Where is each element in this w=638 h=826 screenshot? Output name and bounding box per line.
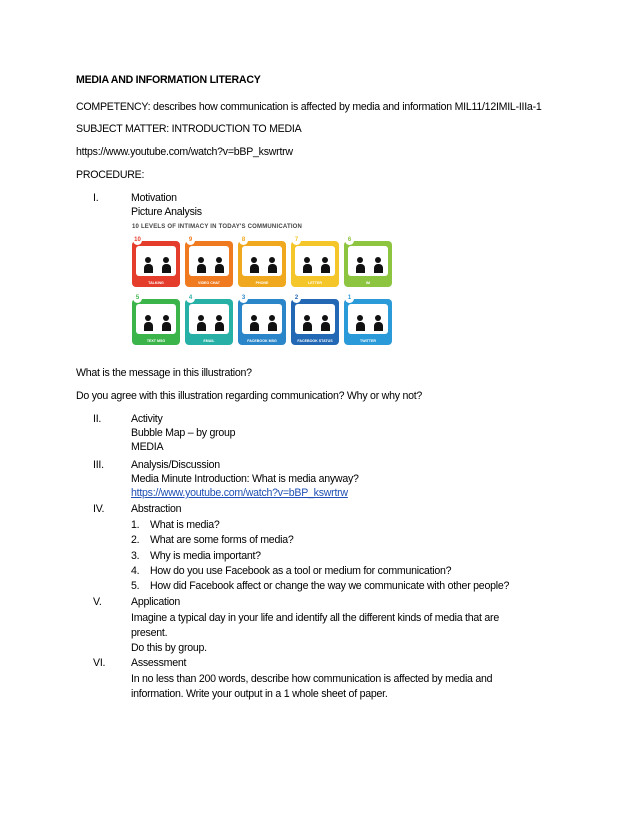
activity-title: Activity — [131, 413, 163, 425]
infographic-banner: 10 LEVELS OF INTIMACY IN TODAY'S COMMUNICATION — [132, 224, 303, 230]
abstraction-item-number: 4. — [131, 565, 140, 577]
tile-scene-icon — [136, 304, 176, 334]
abstraction-item-text: What are some forms of media? — [150, 534, 294, 546]
person-icon — [356, 264, 365, 273]
tile-label: TALKING — [148, 281, 164, 285]
abstraction-item-text: Why is media important? — [150, 550, 261, 562]
person-icon — [251, 257, 257, 263]
tile-label: LETTER — [308, 281, 322, 285]
infographic-tile — [344, 237, 392, 287]
infographic-tile — [132, 237, 180, 287]
intimacy-infographic — [130, 224, 395, 352]
tile-number: 3 — [239, 294, 248, 303]
person-icon — [269, 257, 275, 263]
application-line-1: Imagine a typical day in your life and identify all the different kinds of media that are — [131, 612, 499, 624]
person-icon — [304, 315, 310, 321]
infographic-tile — [291, 237, 339, 287]
person-icon — [356, 322, 365, 331]
analysis-line-1: Media Minute Introduction: What is media anyway? — [131, 473, 359, 485]
person-icon — [145, 315, 151, 321]
tile-scene-icon — [295, 246, 335, 276]
analysis-video-link[interactable]: https://www.youtube.com/watch?v=bBP_kswrtrw — [131, 487, 348, 499]
person-icon — [215, 264, 224, 273]
application-line-3: Do this by group. — [131, 642, 207, 654]
tile-scene-icon — [189, 304, 229, 334]
tile-number: 9 — [186, 236, 195, 245]
tile-label: FACEBOOK STATUS — [297, 339, 333, 343]
infographic-tile — [238, 237, 286, 287]
tile-scene-icon — [348, 304, 388, 334]
person-icon — [321, 264, 330, 273]
tile-label: FACEBOOK MSG — [247, 339, 277, 343]
infographic-tile — [238, 295, 286, 345]
tile-number: 7 — [292, 236, 301, 245]
tile-scene-icon — [136, 246, 176, 276]
tile-number: 1 — [345, 294, 354, 303]
tile-label: TEXT MSG — [146, 339, 166, 343]
person-icon — [215, 322, 224, 331]
infographic-tile — [344, 295, 392, 345]
activity-line-2: MEDIA — [131, 441, 164, 453]
abstraction-item-number: 1. — [131, 519, 140, 531]
abstraction-item-number: 2. — [131, 534, 140, 546]
person-icon — [162, 322, 171, 331]
activity-line-1: Bubble Map – by group — [131, 427, 236, 439]
person-icon — [357, 315, 363, 321]
person-icon — [251, 315, 257, 321]
question-1: What is the message in this illustration? — [76, 367, 252, 379]
subject-matter-line: SUBJECT MATTER: INTRODUCTION TO MEDIA — [76, 123, 302, 135]
section-numeral-4: IV. — [93, 503, 105, 515]
tile-label: EMAIL — [203, 339, 215, 343]
infographic-tile — [291, 295, 339, 345]
tile-number: 2 — [292, 294, 301, 303]
assessment-line-1: In no less than 200 words, describe how communication is affected by media and — [131, 673, 493, 685]
application-line-2: present. — [131, 627, 168, 639]
motivation-subtitle: Picture Analysis — [131, 206, 202, 218]
motivation-title: Motivation — [131, 192, 177, 204]
abstraction-title: Abstraction — [131, 503, 182, 515]
person-icon — [374, 322, 383, 331]
person-icon — [269, 315, 275, 321]
person-icon — [357, 257, 363, 263]
person-icon — [197, 264, 206, 273]
competency-line: COMPETENCY: describes how communication is affected by media and information MIL11/12IMIL-IIIa-1 — [76, 101, 542, 113]
infographic-tile — [185, 237, 233, 287]
person-icon — [197, 322, 206, 331]
person-icon — [322, 257, 328, 263]
assessment-line-2: information. Write your output in a 1 whole sheet of paper. — [131, 688, 388, 700]
tile-number: 8 — [239, 236, 248, 245]
tile-scene-icon — [242, 246, 282, 276]
person-icon — [144, 264, 153, 273]
infographic-tile — [185, 295, 233, 345]
tile-number: 4 — [186, 294, 195, 303]
person-icon — [198, 257, 204, 263]
person-icon — [162, 264, 171, 273]
person-icon — [321, 322, 330, 331]
person-icon — [374, 264, 383, 273]
tile-label: TWITTER — [360, 339, 376, 343]
analysis-title: Analysis/Discussion — [131, 459, 220, 471]
tile-label: VIDEO CHAT — [198, 281, 220, 285]
person-icon — [375, 257, 381, 263]
procedure-heading: PROCEDURE: — [76, 169, 145, 181]
tile-scene-icon — [189, 246, 229, 276]
infographic-tile — [132, 295, 180, 345]
section-numeral-5: V. — [93, 596, 102, 608]
section-numeral-3: III. — [93, 459, 104, 471]
person-icon — [250, 264, 259, 273]
section-numeral-6: VI. — [93, 657, 106, 669]
person-icon — [304, 257, 310, 263]
person-icon — [268, 322, 277, 331]
tile-scene-icon — [242, 304, 282, 334]
person-icon — [163, 315, 169, 321]
section-numeral-2: II. — [93, 413, 102, 425]
tile-scene-icon — [348, 246, 388, 276]
abstraction-item-number: 3. — [131, 550, 140, 562]
person-icon — [268, 264, 277, 273]
tile-label: IM — [366, 281, 370, 285]
person-icon — [322, 315, 328, 321]
person-icon — [303, 264, 312, 273]
person-icon — [303, 322, 312, 331]
video-url: https://www.youtube.com/watch?v=bBP_kswrtrw — [76, 146, 293, 158]
abstraction-item-text: What is media? — [150, 519, 220, 531]
person-icon — [198, 315, 204, 321]
document-title: MEDIA AND INFORMATION LITERACY — [76, 74, 261, 86]
question-2: Do you agree with this illustration regarding communication? Why or why not? — [76, 390, 423, 402]
tile-scene-icon — [295, 304, 335, 334]
person-icon — [216, 315, 222, 321]
abstraction-item-text: How did Facebook affect or change the way we communicate with other people? — [150, 580, 510, 592]
abstraction-item-text: How do you use Facebook as a tool or medium for communication? — [150, 565, 452, 577]
person-icon — [144, 322, 153, 331]
application-title: Application — [131, 596, 181, 608]
assessment-title: Assessment — [131, 657, 187, 669]
tile-number: 6 — [345, 236, 354, 245]
section-numeral-1: I. — [93, 192, 99, 204]
tile-number: 5 — [133, 294, 142, 303]
tile-label: PHONE — [255, 281, 269, 285]
person-icon — [216, 257, 222, 263]
abstraction-item-number: 5. — [131, 580, 140, 592]
tile-number: 10 — [134, 237, 141, 243]
person-icon — [163, 257, 169, 263]
person-icon — [145, 257, 151, 263]
person-icon — [250, 322, 259, 331]
person-icon — [375, 315, 381, 321]
